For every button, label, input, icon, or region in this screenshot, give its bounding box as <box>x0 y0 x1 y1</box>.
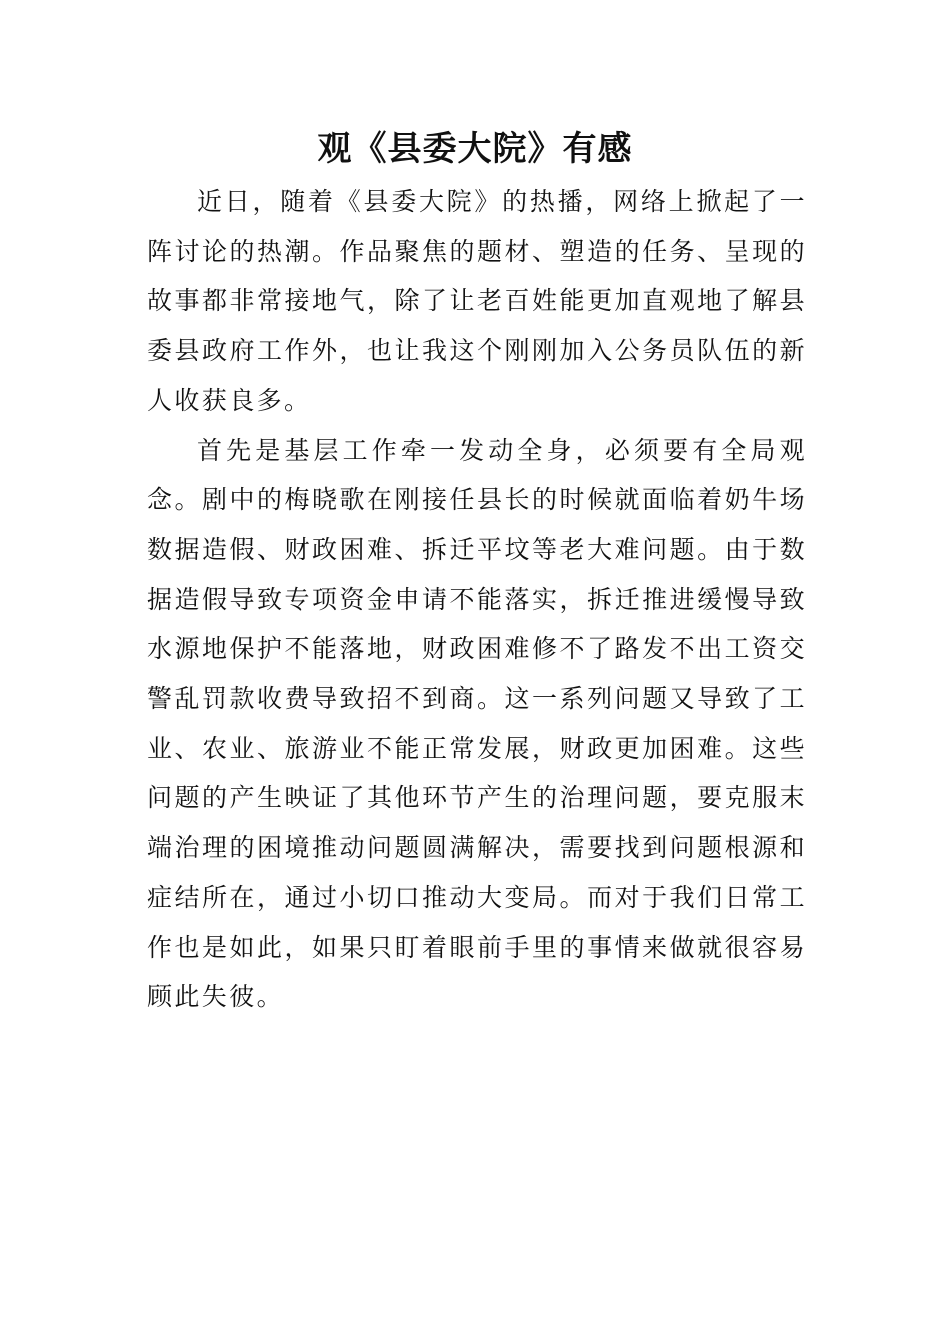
document-title: 观《县委大院》有感 <box>317 129 633 169</box>
paragraph-2: 首先是基层工作牵一发动全身，必须要有全局观念。剧中的梅晓歌在刚接任县长的时候就面临着奶牛场数据造假、财政困难、拆迁平坟等老大难问题。由于数据造假导致专项资金申请不能落实，拆迁推进缓慢导致水源地保护不能落地，财政困难修不了路发不出工资交警乱罚款收费导致招不到商。这一系列问题又导致了工业、农业、旅游业不能正常发展，财政更加困难。这些问题的产生映证了其他环节产生的治理问题，要克服末端治理的困境推动问题圆满解决，需要找到问题根源和症结所在，通过小切口推动大变局。而对于我们日常工作也是如此，如果只盯着眼前手里的事情来做就很容易顾此失彼。 <box>147 435 807 1012</box>
document-body <box>147 177 807 1022</box>
paragraph-1: 近日，随着《县委大院》的热播，网络上掀起了一阵讨论的热潮。作品聚焦的题材、塑造的任务、呈现的故事都非常接地气，除了让老百姓能更加直观地了解县委县政府工作外，也让我这个刚刚加入公务员队伍的新人收获良多。 <box>147 187 807 415</box>
